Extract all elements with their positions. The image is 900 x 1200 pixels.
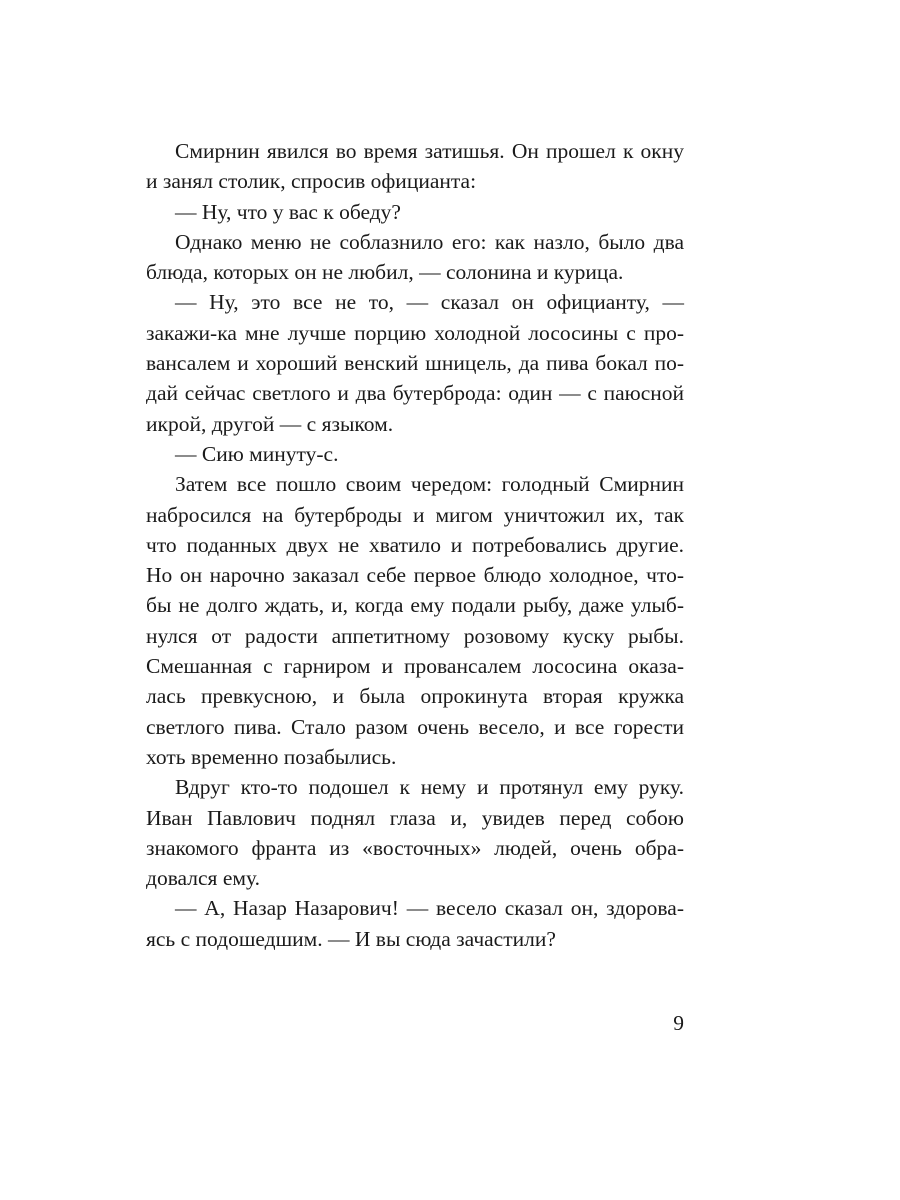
text-line: светлого пива. Стало разом очень весело, и все горести: [146, 714, 684, 739]
text-line: Смешанная с гарниром и провансалем лососина оказа-: [146, 654, 684, 679]
text-line: знакомого франта из «восточных» людей, очень обра-: [146, 835, 684, 860]
text-line: и занял столик, спросив официанта:: [146, 169, 477, 194]
text-line: лась превкусною, и была опрокинута вторая кружка: [146, 684, 684, 709]
text-line: блюда, которых он не любил, — солонина и курица.: [146, 260, 624, 285]
text-line: — Сию минуту-с.: [175, 441, 339, 466]
text-line: дай сейчас светлого и два бутерброда: один — с паюсной: [146, 381, 684, 406]
text-line: закажи-ка мне лучше порцию холодной лососины с про-: [146, 320, 684, 345]
text-line: бы не долго ждать, и, когда ему подали рыбу, даже улыб-: [146, 593, 684, 618]
text-line: — Ну, что у вас к обеду?: [175, 199, 401, 224]
text-line: Иван Павлович поднял глаза и, увидев перед собою: [146, 805, 684, 830]
text-line: Однако меню не соблазнило его: как назло, было два: [175, 229, 684, 254]
text-line: нулся от радости аппетитному розовому куску рыбы.: [146, 623, 684, 648]
text-line: икрой, другой — с языком.: [146, 411, 394, 436]
page-number: 9: [673, 1011, 684, 1035]
text-line: набросился на бутерброды и мигом уничтожил их, так: [146, 502, 684, 527]
text-line: Вдруг кто-то подошел к нему и протянул ему руку.: [175, 775, 684, 800]
text-line: Затем все пошло своим чередом: голодный Смирнин: [175, 472, 684, 497]
body-text: [146, 136, 684, 954]
text-line: вансалем и хороший венский шницель, да пива бокал по-: [146, 351, 684, 376]
text-line: — Ну, это все не то, — сказал он официанту, —: [175, 290, 684, 315]
text-line: что поданных двух не хватило и потребовались другие.: [146, 532, 684, 557]
text-line: ясь с подошедшим. — И вы сюда зачастили?: [146, 926, 556, 951]
text-line: Но он нарочно заказал себе первое блюдо холодное, что-: [146, 563, 684, 588]
text-line: довался ему.: [146, 866, 260, 891]
text-line: хоть временно позабылись.: [146, 744, 397, 769]
text-line: Смирнин явился во время затишья. Он прошел к окну: [175, 139, 684, 163]
text-line: — А, Назар Назарович! — весело сказал он, здорова-: [175, 896, 684, 921]
